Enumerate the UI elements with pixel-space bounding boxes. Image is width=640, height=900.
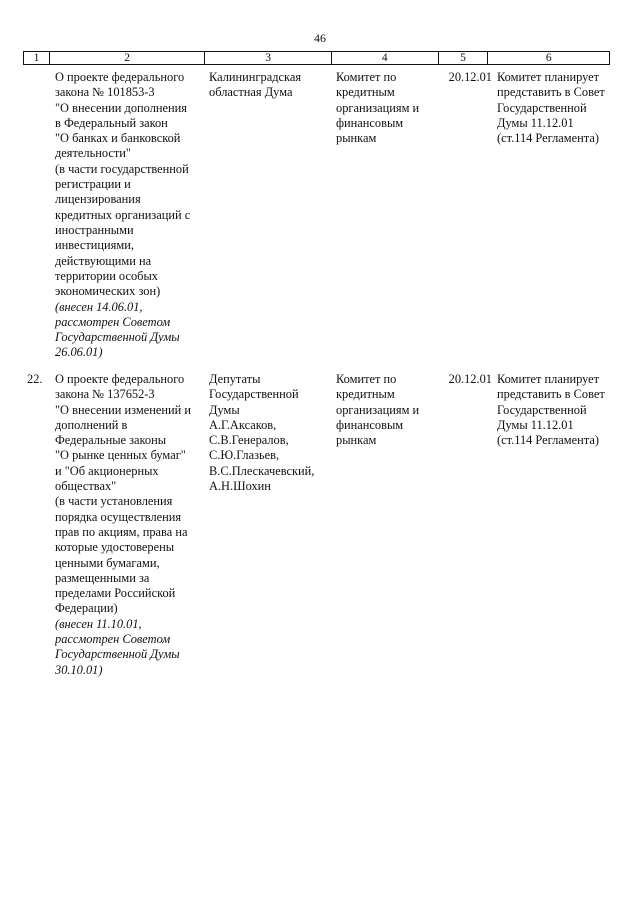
bill-introduced-note [55,617,205,678]
text-line: Государственной Думы [55,330,180,345]
text-line: которые удостоверены [55,540,175,555]
text-line: С.Ю.Глазьев, [209,448,280,463]
text-line: регистрации и [55,177,131,192]
text-line: кредитных организаций с [55,207,191,222]
committee-plan [497,70,612,146]
column-header: 3 [205,52,332,64]
text-line: областная Дума [209,85,293,100]
text-line: рассмотрен Советом [55,314,171,329]
text-line: (ст.114 Регламента) [497,131,599,146]
text-line: Государственной [497,100,587,115]
text-line: А.Н.Шохин [209,479,271,494]
text-line: Федеральные законы [55,433,167,448]
text-line: Государственной Думы [55,647,180,662]
text-line: (в части установления [55,494,173,509]
text-line: Комитет планирует [497,372,600,386]
text-line: В.С.Плескачевский, [209,463,315,478]
column-header: 4 [332,52,439,64]
text-line: финансовым [336,115,404,130]
text-line: рынкам [336,131,377,146]
text-line: лицензирования [55,192,141,207]
text-line: финансовым [336,417,404,432]
text-line: инвестициями, [55,238,134,253]
responsible-committee [336,70,440,146]
text-line: Федерации) [55,601,118,616]
text-line: кредитным [336,85,395,100]
text-line: территории особых [55,268,158,283]
text-line: Комитет по [336,70,397,84]
responsible-committee [336,372,440,448]
text-line: А.Г.Аксаков, [209,417,277,432]
text-line: порядка осуществления [55,509,182,524]
text-line: Думы 11.12.01 [497,417,574,432]
column-header: 5 [439,52,489,64]
page-number: 46 [314,31,326,45]
bill-description [55,372,205,617]
text-line: "О внесении дополнения [55,100,187,115]
text-line: в Федеральный закон [55,115,168,130]
text-line: Калининградская [209,70,302,84]
bill-introduced-note [55,300,205,361]
table-header-row [23,51,610,65]
text-line: и "Об акционерных [55,463,159,478]
bill-source [209,70,331,101]
text-line: кредитным [336,387,395,402]
date: 20.12.01 [448,372,492,386]
text-line: С.В.Генералов, [209,433,289,448]
text-line: представить в Совет [497,85,605,100]
text-line: закона № 137652-3 [55,387,155,402]
text-line: ценными бумагами, [55,555,160,570]
text-line: Депутаты [209,372,261,386]
text-line: "О рынке ценных бумаг" [55,448,186,463]
text-line: "О внесении изменений и [55,402,191,417]
committee-plan [497,372,612,448]
text-line: иностранными [55,222,134,237]
text-line: дополнений в [55,417,128,432]
text-line: экономических зон) [55,284,161,299]
text-line: 30.10.01) [55,662,103,677]
text-line: (в части государственной [55,161,189,176]
text-line: Думы 11.12.01 [497,115,574,130]
text-line: Думы [209,402,240,417]
text-line: закона № 101853-3 [55,85,155,100]
text-line: "О банках и банковской [55,131,181,146]
column-header: 2 [50,52,205,64]
text-line: Государственной [209,387,299,402]
text-line: О проекте федерального [55,70,185,84]
text-line: организациям и [336,100,420,115]
text-line: представить в Совет [497,387,605,402]
text-line: Комитет планирует [497,70,600,84]
text-line: прав по акциям, права на [55,524,188,539]
text-line: рассмотрен Советом [55,632,171,647]
text-line: (ст.114 Регламента) [497,433,599,448]
text-line: пределами Российской [55,586,176,601]
text-line: деятельности" [55,146,131,161]
column-header: 1 [24,52,50,64]
row-number: 22. [27,372,43,386]
text-line: действующими на [55,253,152,268]
text-line: организациям и [336,402,420,417]
text-line: размещенными за [55,570,150,585]
text-line: рынкам [336,433,377,448]
bill-description [55,70,205,299]
text-line: Комитет по [336,372,397,386]
text-line: О проекте федерального [55,372,185,386]
text-line: (внесен 14.06.01, [55,299,143,314]
text-line: 26.06.01) [55,345,103,360]
bill-source [209,372,331,494]
text-line: обществах" [55,479,117,494]
text-line: (внесен 11.10.01, [55,616,142,631]
text-line: Государственной [497,402,587,417]
date: 20.12.01 [448,70,492,84]
column-header: 6 [545,52,552,64]
